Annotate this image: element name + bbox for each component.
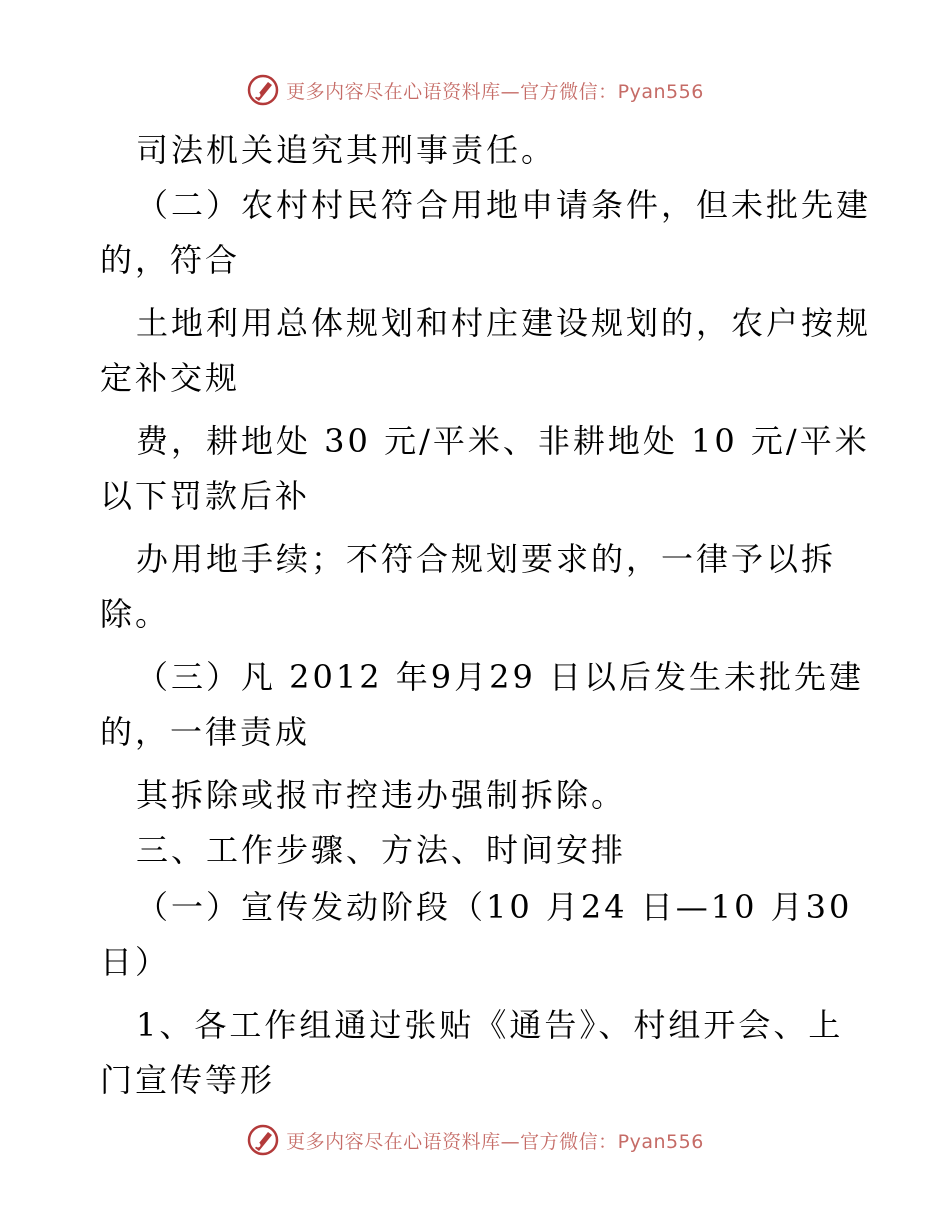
paragraph-line: 办用地手续；不符合规划要求的，一律予以拆 [136, 540, 837, 578]
section-heading: 三、工作步骤、方法、时间安排 [136, 831, 627, 869]
paragraph-line: 以下罚款后补 [100, 477, 311, 515]
footer-watermark-banner [0, 1120, 950, 1160]
pen-circle-logo-icon [246, 73, 280, 107]
paragraph-line: 费，耕地处 30 元/平米、非耕地处 10 元/平米 [136, 422, 870, 460]
paragraph-line: 1、各工作组通过张贴《通告》、村组开会、上 [136, 1006, 844, 1044]
watermark-text: 更多内容尽在心语资料库—官方微信：Pyan556 [286, 80, 704, 103]
paragraph-line: （三）凡 2012 年9月29 日以后发生未批先建 [136, 658, 865, 696]
paragraph-line: 门宣传等形 [100, 1061, 276, 1099]
paragraph-line: （二）农村村民符合用地申请条件，但未批先建 [136, 186, 872, 224]
paragraph-line: 其拆除或报市控违办强制拆除。 [136, 776, 627, 814]
paragraph-line: 定补交规 [100, 359, 241, 397]
paragraph-line: 除。 [100, 595, 171, 633]
pen-circle-logo-icon [246, 1123, 280, 1157]
paragraph-line: 土地利用总体规划和村庄建设规划的，农户按规 [136, 304, 872, 342]
paragraph-line: 日） [100, 943, 171, 981]
watermark-text: 更多内容尽在心语资料库—官方微信：Pyan556 [286, 1130, 704, 1153]
paragraph-line: 司法机关追究其刑事责任。 [136, 131, 557, 169]
paragraph-line: 的，一律责成 [100, 713, 311, 751]
paragraph-line: （一）宣传发动阶段（10 月24 日—10 月30 [136, 888, 853, 926]
paragraph-line: 的，符合 [100, 241, 241, 279]
header-watermark-banner [0, 70, 950, 110]
